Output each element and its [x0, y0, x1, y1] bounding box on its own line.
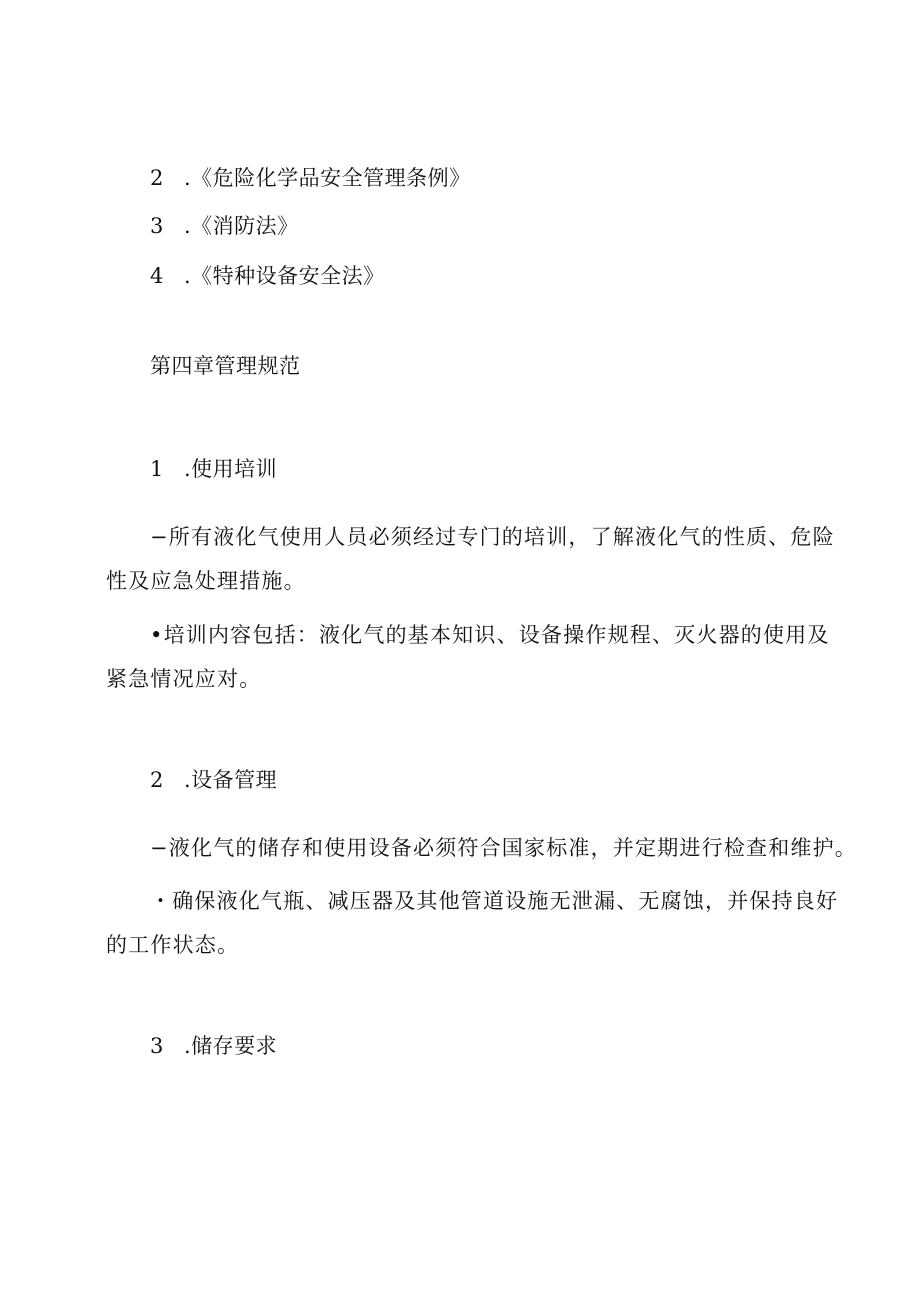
law-number: 4 [150, 264, 164, 288]
law-number: 2 [150, 166, 164, 190]
law-title: .《消防法》 [184, 214, 299, 238]
paragraph-line: •培训内容包括：液化气的基本知识、设备操作规程、灭火器的使用及 [150, 623, 830, 647]
section-title: .储存要求 [184, 1034, 278, 1058]
section-title: .设备管理 [184, 768, 278, 792]
section-heading-1 [150, 454, 277, 484]
law-item-4 [150, 261, 385, 291]
paragraph-line: 紧急情况应对。 [106, 667, 262, 691]
section-heading-2 [150, 765, 277, 795]
paragraph-line: −液化气的储存和使用设备必须符合国家标准，并定期进行检查和维护。 [150, 836, 857, 860]
paragraph-line: 的工作状态。 [106, 933, 240, 957]
law-title: .《危险化学品安全管理条例》 [184, 166, 471, 190]
law-title: .《特种设备安全法》 [184, 264, 385, 288]
paragraph-line: ・确保液化气瓶、减压器及其他管道设施无泄漏、无腐蚀，并保持良好 [150, 889, 839, 913]
section-heading-3 [150, 1031, 277, 1061]
section-title: .使用培训 [184, 457, 278, 481]
paragraph-line: 性及应急处理措施。 [106, 569, 306, 593]
paragraph-line: −所有液化气使用人员必须经过专门的培训，了解液化气的性质、危险 [150, 525, 835, 549]
law-item-3 [150, 211, 299, 241]
section-number: 2 [150, 768, 164, 792]
chapter-title: 第四章管理规范 [150, 354, 301, 378]
section-number: 1 [150, 457, 164, 481]
law-number: 3 [150, 214, 164, 238]
section-number: 3 [150, 1034, 164, 1058]
law-item-2 [150, 163, 471, 193]
